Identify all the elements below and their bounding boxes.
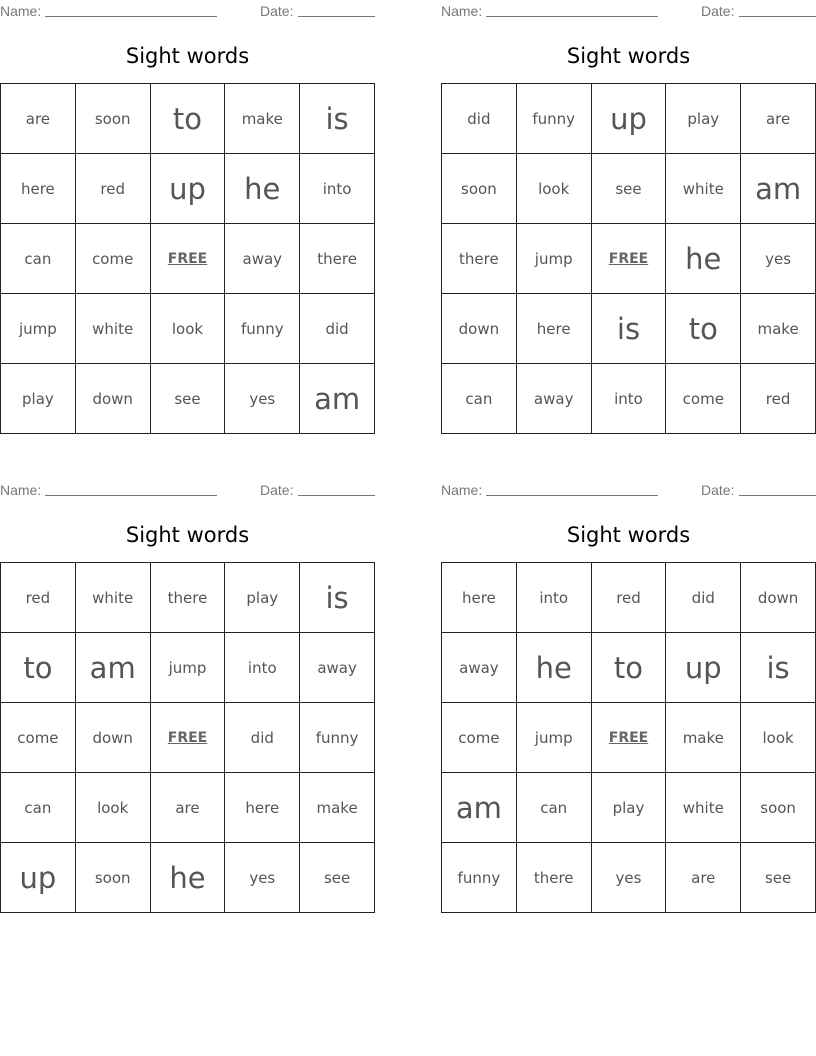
grid-cell: yes — [741, 224, 816, 294]
free-space — [592, 703, 667, 773]
grid-cell: jump — [517, 224, 592, 294]
date-label: Date: — [701, 482, 735, 498]
date-line — [298, 16, 375, 17]
grid-cell: did — [666, 563, 741, 633]
grid-cell: is — [300, 563, 375, 633]
grid-cell: jump — [1, 294, 76, 364]
header-row — [0, 0, 375, 22]
name-line — [486, 16, 658, 17]
free-space — [151, 224, 226, 294]
card-title: Sight words — [125, 44, 250, 68]
grid-cell: is — [300, 84, 375, 154]
grid-cell: away — [225, 224, 300, 294]
grid-cell: white — [76, 294, 151, 364]
grid-cell: there — [517, 843, 592, 913]
header-row — [441, 0, 816, 22]
grid-cell: is — [592, 294, 667, 364]
grid-cell: can — [442, 364, 517, 434]
grid-cell: funny — [442, 843, 517, 913]
grid-cell: down — [442, 294, 517, 364]
date-line — [298, 495, 375, 496]
grid-cell: come — [1, 703, 76, 773]
name-label: Name: — [441, 482, 483, 498]
grid-cell: to — [592, 633, 667, 703]
grid-cell: did — [442, 84, 517, 154]
grid-cell: into — [300, 154, 375, 224]
bingo-grid — [0, 83, 375, 434]
grid-cell: up — [151, 154, 226, 224]
grid-cell: down — [76, 703, 151, 773]
grid-cell: look — [76, 773, 151, 843]
free-space — [592, 224, 667, 294]
grid-cell: am — [741, 154, 816, 224]
grid-cell: can — [1, 224, 76, 294]
grid-cell: to — [666, 294, 741, 364]
grid-cell: play — [225, 563, 300, 633]
card-title: Sight words — [125, 523, 250, 547]
grid-cell: he — [151, 843, 226, 913]
grid-cell: can — [1, 773, 76, 843]
grid-cell: soon — [76, 843, 151, 913]
grid-cell: here — [1, 154, 76, 224]
bingo-card-4 — [441, 479, 816, 919]
grid-cell: play — [666, 84, 741, 154]
grid-cell: funny — [517, 84, 592, 154]
grid-cell: make — [225, 84, 300, 154]
grid-cell: away — [442, 633, 517, 703]
header-row — [441, 479, 816, 501]
grid-cell: yes — [225, 843, 300, 913]
grid-cell: white — [666, 773, 741, 843]
grid-cell: red — [592, 563, 667, 633]
grid-cell: play — [592, 773, 667, 843]
grid-cell: are — [741, 84, 816, 154]
grid-cell: yes — [592, 843, 667, 913]
grid-cell: look — [151, 294, 226, 364]
grid-cell: there — [442, 224, 517, 294]
name-label: Name: — [0, 482, 42, 498]
bingo-card-1 — [0, 0, 375, 440]
name-label: Name: — [0, 3, 42, 19]
grid-cell: there — [300, 224, 375, 294]
grid-cell: is — [741, 633, 816, 703]
grid-cell: soon — [76, 84, 151, 154]
grid-cell: did — [300, 294, 375, 364]
grid-cell: white — [666, 154, 741, 224]
grid-cell: up — [666, 633, 741, 703]
free-space — [151, 703, 226, 773]
grid-cell: red — [1, 563, 76, 633]
grid-cell: there — [151, 563, 226, 633]
grid-cell: jump — [151, 633, 226, 703]
card-title: Sight words — [566, 523, 691, 547]
grid-cell: red — [741, 364, 816, 434]
free-label: FREE — [608, 250, 649, 267]
date-label: Date: — [260, 482, 294, 498]
bingo-card-3 — [0, 479, 375, 919]
grid-cell: make — [300, 773, 375, 843]
grid-cell: am — [300, 364, 375, 434]
grid-cell: come — [666, 364, 741, 434]
grid-cell: see — [151, 364, 226, 434]
grid-cell: here — [442, 563, 517, 633]
free-label: FREE — [167, 250, 208, 267]
grid-cell: come — [442, 703, 517, 773]
grid-cell: he — [666, 224, 741, 294]
grid-cell: am — [442, 773, 517, 843]
free-label: FREE — [167, 729, 208, 746]
grid-cell: look — [517, 154, 592, 224]
grid-cell: are — [1, 84, 76, 154]
grid-cell: are — [666, 843, 741, 913]
grid-cell: see — [592, 154, 667, 224]
grid-cell: here — [225, 773, 300, 843]
grid-cell: up — [1, 843, 76, 913]
grid-cell: yes — [225, 364, 300, 434]
grid-cell: up — [592, 84, 667, 154]
grid-cell: here — [517, 294, 592, 364]
grid-cell: to — [1, 633, 76, 703]
grid-cell: look — [741, 703, 816, 773]
date-line — [739, 16, 816, 17]
grid-cell: white — [76, 563, 151, 633]
header-row — [0, 479, 375, 501]
name-line — [45, 495, 217, 496]
card-title: Sight words — [566, 44, 691, 68]
free-label: FREE — [608, 729, 649, 746]
bingo-grid — [0, 562, 375, 913]
name-label: Name: — [441, 3, 483, 19]
grid-cell: away — [517, 364, 592, 434]
grid-cell: down — [741, 563, 816, 633]
grid-cell: come — [76, 224, 151, 294]
grid-cell: funny — [300, 703, 375, 773]
grid-cell: soon — [442, 154, 517, 224]
grid-cell: to — [151, 84, 226, 154]
bingo-grid — [441, 83, 816, 434]
grid-cell: can — [517, 773, 592, 843]
grid-cell: away — [300, 633, 375, 703]
grid-cell: into — [517, 563, 592, 633]
date-label: Date: — [701, 3, 735, 19]
grid-cell: make — [741, 294, 816, 364]
grid-cell: make — [666, 703, 741, 773]
grid-cell: see — [300, 843, 375, 913]
bingo-card-2 — [441, 0, 816, 440]
grid-cell: see — [741, 843, 816, 913]
grid-cell: jump — [517, 703, 592, 773]
name-line — [486, 495, 658, 496]
grid-cell: red — [76, 154, 151, 224]
grid-cell: he — [225, 154, 300, 224]
date-line — [739, 495, 816, 496]
grid-cell: soon — [741, 773, 816, 843]
grid-cell: are — [151, 773, 226, 843]
name-line — [45, 16, 217, 17]
grid-cell: am — [76, 633, 151, 703]
grid-cell: funny — [225, 294, 300, 364]
grid-cell: down — [76, 364, 151, 434]
grid-cell: he — [517, 633, 592, 703]
date-label: Date: — [260, 3, 294, 19]
grid-cell: play — [1, 364, 76, 434]
grid-cell: into — [225, 633, 300, 703]
bingo-grid — [441, 562, 816, 913]
grid-cell: into — [592, 364, 667, 434]
grid-cell: did — [225, 703, 300, 773]
